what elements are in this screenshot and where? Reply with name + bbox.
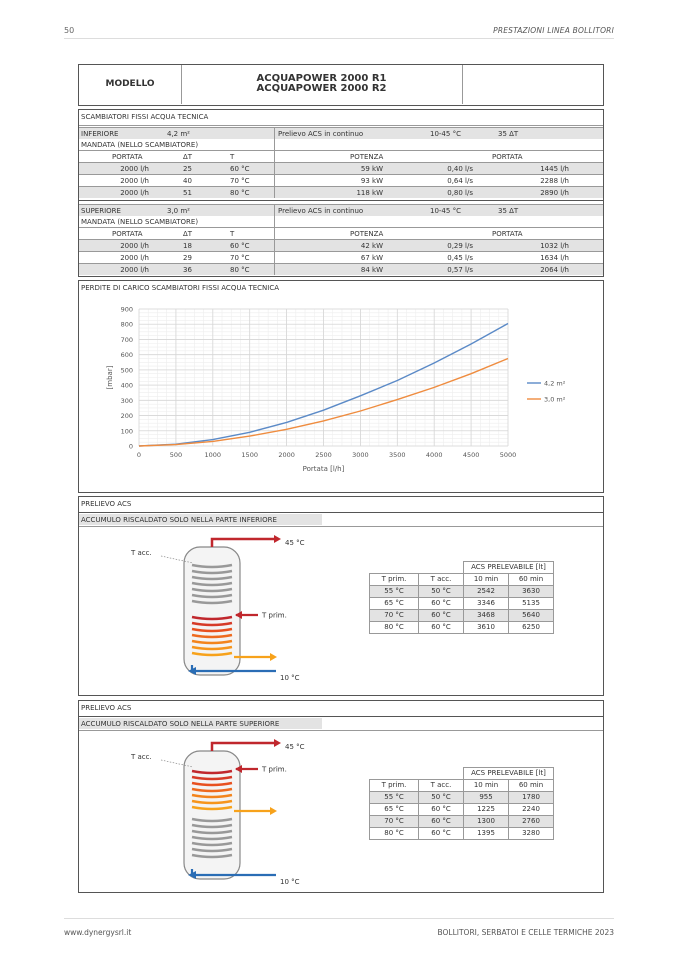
lower-row-dt: 25 <box>183 165 192 173</box>
lower-h-t: T <box>230 153 235 161</box>
acs-cell-tacc: 50 °C <box>419 792 464 804</box>
lower-row-dt: 51 <box>183 189 192 197</box>
lower-row-ls: 0,40 l/s <box>447 165 473 173</box>
section-title: PRESTAZIONI LINEA BOLLITORI <box>493 26 614 35</box>
exchanger-table <box>78 109 604 277</box>
upper-row-lh: 1032 l/h <box>540 242 569 250</box>
lower-delta: 35 ΔT <box>498 130 519 138</box>
acs-table-title: ACS PRELEVABILE [lt] <box>464 768 554 780</box>
upper-row-t: 60 °C <box>230 242 250 250</box>
upper-prelievo: Prelievo ACS in continuo <box>278 207 364 215</box>
acs-table-title: ACS PRELEVABILE [lt] <box>464 562 554 574</box>
lower-row-lh: 1445 l/h <box>540 165 569 173</box>
acs-lower-subtitle: ACCUMULO RISCALDATO SOLO NELLA PARTE INFERIORE <box>81 516 277 524</box>
upper-row-t: 80 °C <box>230 266 250 274</box>
acs-cell-60min: 3280 <box>509 828 554 840</box>
upper-row-ls: 0,57 l/s <box>447 266 473 274</box>
y-tick-label: 100 <box>120 427 133 436</box>
legend-label-1: 4,2 m² <box>544 379 566 388</box>
lower-row-t: 80 °C <box>230 189 250 197</box>
x-tick-label: 0 <box>136 451 142 459</box>
hot-water-pipe <box>212 743 274 751</box>
upper-row-ls: 0,45 l/s <box>447 254 473 262</box>
acs-cell-10min: 955 <box>464 792 509 804</box>
footer-website: www.dynergysrl.it <box>64 928 132 937</box>
upper-h-potenza: POTENZA <box>350 230 384 238</box>
lower-row-potenza: 118 kW <box>356 189 383 197</box>
lower-row-t: 60 °C <box>230 165 250 173</box>
acs-cell-10min: 3610 <box>464 622 509 634</box>
acs-cell-60min: 2240 <box>509 804 554 816</box>
hot-arrow-icon <box>274 535 281 543</box>
x-tick-label: 1500 <box>241 451 258 459</box>
tprim-label: T prim. <box>262 611 287 620</box>
y-tick-label: 300 <box>120 396 133 405</box>
lower-row-lh: 2890 l/h <box>540 189 569 197</box>
upper-row-dt: 29 <box>183 254 192 262</box>
acs-upper-table <box>369 767 554 840</box>
acs-upper-title: PRELIEVO ACS <box>81 704 132 712</box>
lower-row-potenza: 59 kW <box>360 165 383 173</box>
acs-cell-10min: 1225 <box>464 804 509 816</box>
model-box <box>78 64 604 106</box>
upper-row-lh: 2064 l/h <box>540 266 569 274</box>
chart-box <box>78 280 604 493</box>
tprim-label: T prim. <box>262 765 287 774</box>
y-tick-label: 200 <box>120 412 133 421</box>
upper-label: SUPERIORE <box>81 207 121 215</box>
tank-diagram-lower <box>109 529 349 699</box>
hot-arrow-icon <box>274 739 281 747</box>
x-tick-label: 4000 <box>425 451 443 459</box>
primary-outlet-arrow-icon <box>270 653 277 661</box>
exchanger-title: SCAMBIATORI FISSI ACQUA TECNICA <box>81 113 209 121</box>
hot-temp-label: 45 °C <box>285 743 305 751</box>
acs-h-tprim: T prim. <box>370 574 419 586</box>
cold-temp-label: 10 °C <box>280 674 300 682</box>
lower-row-t: 70 °C <box>230 177 250 185</box>
acs-cell-tacc: 60 °C <box>419 622 464 634</box>
lower-temp-range: 10-45 °C <box>430 130 461 138</box>
upper-mandata: MANDATA (NELLO SCAMBIATORE) <box>81 218 199 226</box>
x-tick-label: 5000 <box>499 451 517 459</box>
upper-h-portata: PORTATA <box>112 230 143 238</box>
tacc-label: T acc. <box>131 549 152 557</box>
acs-cell-60min: 3630 <box>509 586 554 598</box>
lower-row-portata: 2000 l/h <box>120 165 149 173</box>
upper-row-potenza: 84 kW <box>360 266 383 274</box>
y-axis-label: [mbar] <box>106 365 114 390</box>
lower-h-dt: ΔT <box>183 153 193 161</box>
chart-title: PERDITE DI CARICO SCAMBIATORI FISSI ACQUA TECNICA <box>81 284 280 292</box>
upper-h-t: T <box>230 230 235 238</box>
acs-cell-60min: 1780 <box>509 792 554 804</box>
lower-row-ls: 0,64 l/s <box>447 177 473 185</box>
acs-cell-60min: 5640 <box>509 610 554 622</box>
upper-temp-range: 10-45 °C <box>430 207 461 215</box>
acs-cell-tprim: 80 °C <box>370 828 419 840</box>
model-label: MODELLO <box>105 79 155 89</box>
lower-prelievo: Prelievo ACS in continuo <box>278 130 364 138</box>
acs-cell-tprim: 65 °C <box>370 804 419 816</box>
upper-row-potenza: 67 kW <box>360 254 383 262</box>
acs-cell-tprim: 55 °C <box>370 586 419 598</box>
acs-cell-10min: 3346 <box>464 598 509 610</box>
acs-cell-tprim: 70 °C <box>370 816 419 828</box>
upper-row-ls: 0,29 l/s <box>447 242 473 250</box>
x-tick-label: 3000 <box>352 451 369 459</box>
lower-area: 4,2 m² <box>167 130 190 138</box>
x-tick-label: 2500 <box>315 451 332 459</box>
model-name-1: ACQUAPOWER 2000 R1 <box>256 73 387 84</box>
pressure-drop-chart <box>81 295 601 490</box>
x-tick-label: 1000 <box>204 451 222 459</box>
cold-temp-label: 10 °C <box>280 878 300 886</box>
acs-h-10min: 10 min <box>464 574 509 586</box>
acs-cell-tacc: 60 °C <box>419 816 464 828</box>
acs-cell-tacc: 60 °C <box>419 804 464 816</box>
lower-row-ls: 0,80 l/s <box>447 189 473 197</box>
model-name-2: ACQUAPOWER 2000 R2 <box>256 83 387 94</box>
lower-h-portata2: PORTATA <box>492 153 523 161</box>
upper-row-lh: 1634 l/h <box>540 254 569 262</box>
acs-lower-title: PRELIEVO ACS <box>81 500 132 508</box>
lower-label: INFERIORE <box>81 130 119 138</box>
hot-temp-label: 45 °C <box>285 539 305 547</box>
acs-lower-table <box>369 561 554 634</box>
acs-cell-tprim: 65 °C <box>370 598 419 610</box>
acs-h-tacc: T acc. <box>419 574 464 586</box>
upper-area: 3,0 m² <box>167 207 190 215</box>
upper-h-portata2: PORTATA <box>492 230 523 238</box>
footer-divider <box>64 918 614 919</box>
tank-diagram-upper <box>109 733 349 893</box>
legend-label-2: 3,0 m² <box>544 395 566 404</box>
upper-row-dt: 18 <box>183 242 192 250</box>
upper-row-portata: 2000 l/h <box>120 254 149 262</box>
acs-upper-subtitle: ACCUMULO RISCALDATO SOLO NELLA PARTE SUPERIORE <box>81 720 280 728</box>
y-tick-label: 800 <box>120 320 133 329</box>
acs-cell-10min: 3468 <box>464 610 509 622</box>
acs-cell-10min: 2542 <box>464 586 509 598</box>
y-tick-label: 400 <box>120 381 133 390</box>
acs-cell-tprim: 80 °C <box>370 622 419 634</box>
acs-cell-60min: 5135 <box>509 598 554 610</box>
upper-row-potenza: 42 kW <box>360 242 383 250</box>
acs-cell-tprim: 70 °C <box>370 610 419 622</box>
y-tick-label: 600 <box>120 351 133 360</box>
lower-row-dt: 40 <box>183 177 192 185</box>
primary-outlet-arrow-icon <box>270 807 277 815</box>
acs-cell-tprim: 55 °C <box>370 792 419 804</box>
x-tick-label: 2000 <box>278 451 295 459</box>
lower-row-potenza: 93 kW <box>360 177 383 185</box>
acs-h-60min: 60 min <box>509 780 554 792</box>
acs-cell-tacc: 60 °C <box>419 828 464 840</box>
lower-h-potenza: POTENZA <box>350 153 384 161</box>
tacc-label: T acc. <box>131 753 152 761</box>
header-divider <box>64 38 614 39</box>
x-tick-label: 500 <box>169 451 183 459</box>
acs-cell-tacc: 60 °C <box>419 598 464 610</box>
lower-row-portata: 2000 l/h <box>120 189 149 197</box>
acs-cell-tacc: 60 °C <box>419 610 464 622</box>
x-axis-label: Portata [l/h] <box>302 465 345 473</box>
acs-lower-box <box>78 496 604 696</box>
x-tick-label: 3500 <box>389 451 406 459</box>
acs-cell-10min: 1395 <box>464 828 509 840</box>
lower-row-lh: 2288 l/h <box>540 177 569 185</box>
acs-h-60min: 60 min <box>509 574 554 586</box>
acs-h-tacc: T acc. <box>419 780 464 792</box>
upper-row-portata: 2000 l/h <box>120 266 149 274</box>
lower-row-portata: 2000 l/h <box>120 177 149 185</box>
y-tick-label: 700 <box>120 335 133 344</box>
upper-row-portata: 2000 l/h <box>120 242 149 250</box>
upper-h-dt: ΔT <box>183 230 193 238</box>
acs-cell-tacc: 50 °C <box>419 586 464 598</box>
acs-cell-60min: 6250 <box>509 622 554 634</box>
upper-row-dt: 36 <box>183 266 192 274</box>
upper-delta: 35 ΔT <box>498 207 519 215</box>
acs-cell-10min: 1300 <box>464 816 509 828</box>
hot-water-pipe <box>212 539 274 547</box>
page-number: 50 <box>64 26 75 35</box>
acs-upper-box <box>78 700 604 893</box>
x-tick-label: 4500 <box>462 451 480 459</box>
lower-mandata: MANDATA (NELLO SCAMBIATORE) <box>81 141 199 149</box>
acs-h-tprim: T prim. <box>370 780 419 792</box>
y-tick-label: 500 <box>120 366 133 375</box>
lower-h-portata: PORTATA <box>112 153 143 161</box>
footer-catalog: BOLLITORI, SERBATOI E CELLE TERMICHE 2023 <box>437 928 614 937</box>
acs-cell-60min: 2760 <box>509 816 554 828</box>
y-tick-label: 0 <box>128 442 133 451</box>
acs-h-10min: 10 min <box>464 780 509 792</box>
upper-row-t: 70 °C <box>230 254 250 262</box>
y-tick-label: 900 <box>120 305 133 314</box>
